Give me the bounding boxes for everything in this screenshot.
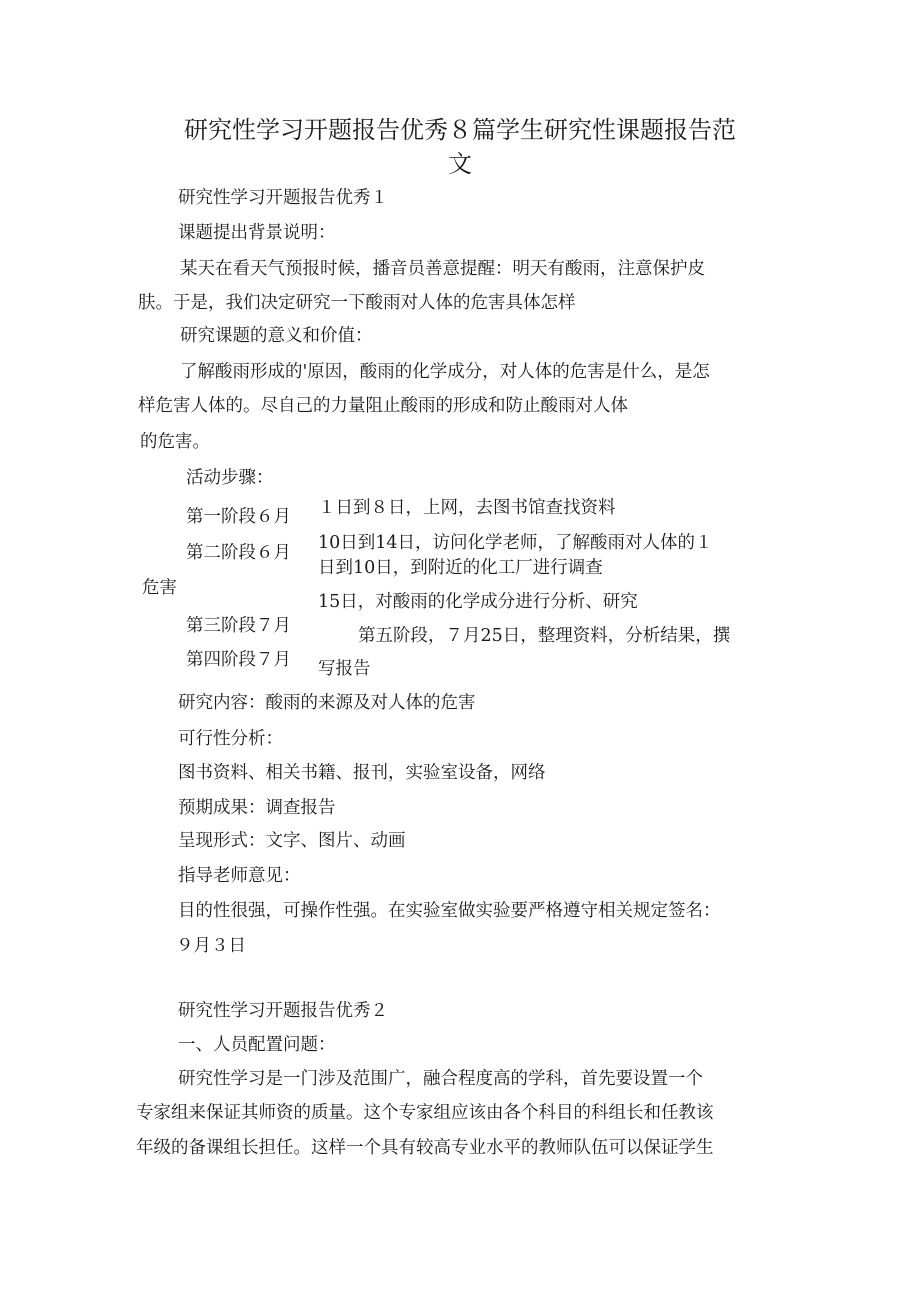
section2-paragraph-line2: 专家组来保证其师资的质量。这个专家组应该由各个科目的科组长和任教该 [136,1103,714,1123]
stage5-text-line2: 写报告 [318,659,371,679]
stage5-text-line1: 第五阶段，７月25日，整理资料，分析结果，撰 [358,626,731,646]
stage3-label: 第三阶段７月 [186,616,291,636]
expected-outcome: 预期成果：调查报告 [178,798,336,818]
section2-paragraph-line1: 研究性学习是一门涉及范围广，融合程度高的学科，首先要设置一个 [178,1069,703,1089]
meaning-line3: 的危害。 [140,432,210,452]
stage1-label: 第一阶段６月 [186,507,291,527]
document-title-line2: 文 [448,150,472,178]
document-title-line1: 研究性学习开题报告优秀８篇学生研究性课题报告范 [184,116,736,144]
stage2-overflow: 危害 [142,578,177,598]
presentation-form: 呈现形式：文字、图片、动画 [178,831,406,851]
stage2-text-line2: 日到10日，到附近的化工厂进行调查 [318,558,603,578]
meaning-line2: 样危害人体的。尽自己的力量阻止酸雨的形成和防止酸雨对人体 [138,396,628,416]
section2-paragraph-line3: 年级的备课组长担任。这样一个具有较高专业水平的教师队伍可以保证学生 [136,1138,714,1158]
meaning-line1: 了解酸雨形成的'原因，酸雨的化学成分，对人体的危害是什么，是怎 [180,362,710,382]
background-line1: 某天在看天气预报时候，播音员善意提醒：明天有酸雨，注意保护皮 [180,259,705,279]
stage2-label: 第二阶段６月 [186,543,291,563]
section2-item1-label: 一、人员配置问题： [178,1035,336,1055]
stage2-text-line1: 10日到14日，访问化学老师，了解酸雨对人体的１ [318,533,713,553]
section1-heading: 研究性学习开题报告优秀１ [178,188,388,208]
signature-date: ９月３日 [176,936,246,956]
stage1-text: １日到８日，上网，去图书馆查找资料 [318,498,616,518]
advisor-label: 指导老师意见： [178,866,301,886]
feasibility-label: 可行性分析： [178,729,283,749]
stage3-text: 15日，对酸雨的化学成分进行分析、研究 [318,592,638,612]
stage4-label-clipped: 第四阶段７月 [186,650,291,670]
feasibility-text: 图书资料、相关书籍、报刊，实验室设备，网络 [178,763,546,783]
section2-heading: 研究性学习开题报告优秀２ [178,1001,388,1021]
background-line2: 肤。于是，我们决定研究一下酸雨对人体的危害具体怎样 [138,293,576,313]
research-content: 研究内容：酸雨的来源及对人体的危害 [178,693,476,713]
meaning-label: 研究课题的意义和价值： [180,326,373,346]
steps-label: 活动步骤： [186,468,274,488]
advisor-text: 目的性很强，可操作性强。在实验室做实验要严格遵守相关规定签名： [178,901,721,921]
background-label: 课题提出背景说明： [178,223,336,243]
